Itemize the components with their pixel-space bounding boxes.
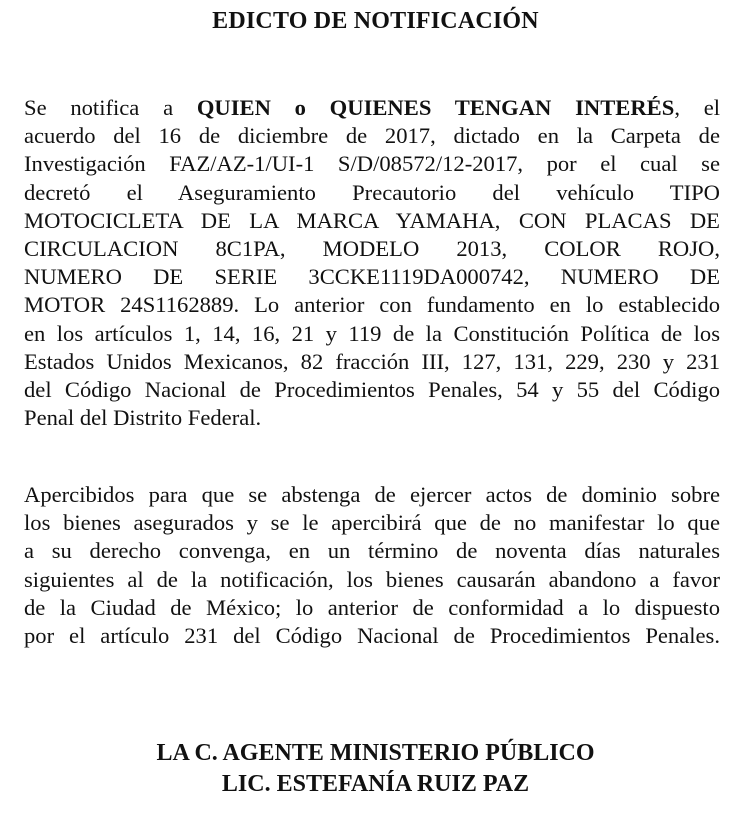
paragraph-line: Apercibidos para que se abstenga de ejercer actos de dominio sobre xyxy=(24,482,720,507)
paragraph-line: siguientes al de la notificación, los bienes causarán abandono a favor xyxy=(24,566,720,592)
signatory-position: LA C. AGENTE MINISTERIO PÚBLICO xyxy=(156,740,595,766)
paragraph-line: NUMERO DE SERIE 3CCKE1119DA000742, NUMERO DE xyxy=(24,264,720,290)
interested-parties-bold: QUIEN o QUIENES TENGAN INTERÉS xyxy=(196,95,675,120)
notification-paragraph xyxy=(24,94,720,432)
line-text: Se notifica a xyxy=(24,95,197,120)
signatory-name: LIC. ESTEFANÍA RUIZ PAZ xyxy=(221,771,530,797)
paragraph-line: Estados Unidos Mexicanos, 82 fracción III, 127, 131, 229, 230 y 231 xyxy=(24,348,720,374)
paragraph-line: Penal del Distrito Federal. xyxy=(24,405,262,431)
paragraph-line: en los artículos 1, 14, 16, 21 y 119 de la Constitución Política de los xyxy=(24,320,720,346)
paragraph-line: por el artículo 231 del Código Nacional de Procedimientos Penales. xyxy=(24,623,720,649)
paragraph-line: acuerdo del 16 de diciembre de 2017, dictado en la Carpeta de xyxy=(24,123,720,149)
paragraph-line: del Código Nacional de Procedimientos Penales, 54 y 55 del Código xyxy=(24,377,720,403)
paragraph-line: decretó el Aseguramiento Precautorio del vehículo TIPO xyxy=(24,179,720,205)
warning-paragraph xyxy=(24,481,720,650)
paragraph-line: a su derecho convenga, en un término de noventa días naturales xyxy=(24,538,720,564)
paragraph-line: los bienes asegurados y se le apercibirá que de no manifestar lo que xyxy=(24,510,720,536)
paragraph-line: de la Ciudad de México; lo anterior de conformidad a lo dispuesto xyxy=(24,594,720,620)
paragraph-line: MOTOCICLETA DE LA MARCA YAMAHA, CON PLACAS DE xyxy=(24,207,720,233)
paragraph-line: CIRCULACION 8C1PA, MODELO 2013, COLOR ROJO, xyxy=(24,236,720,262)
paragraph-line: MOTOR 24S1162889. Lo anterior con fundamento en lo establecido xyxy=(24,292,720,318)
document-title: EDICTO DE NOTIFICACIÓN xyxy=(212,8,539,34)
paragraph-line: Investigación FAZ/AZ-1/UI-1 S/D/08572/12-2017, por el cual se xyxy=(24,151,720,177)
paragraph-line xyxy=(24,94,720,122)
line-text: , el xyxy=(674,95,721,120)
